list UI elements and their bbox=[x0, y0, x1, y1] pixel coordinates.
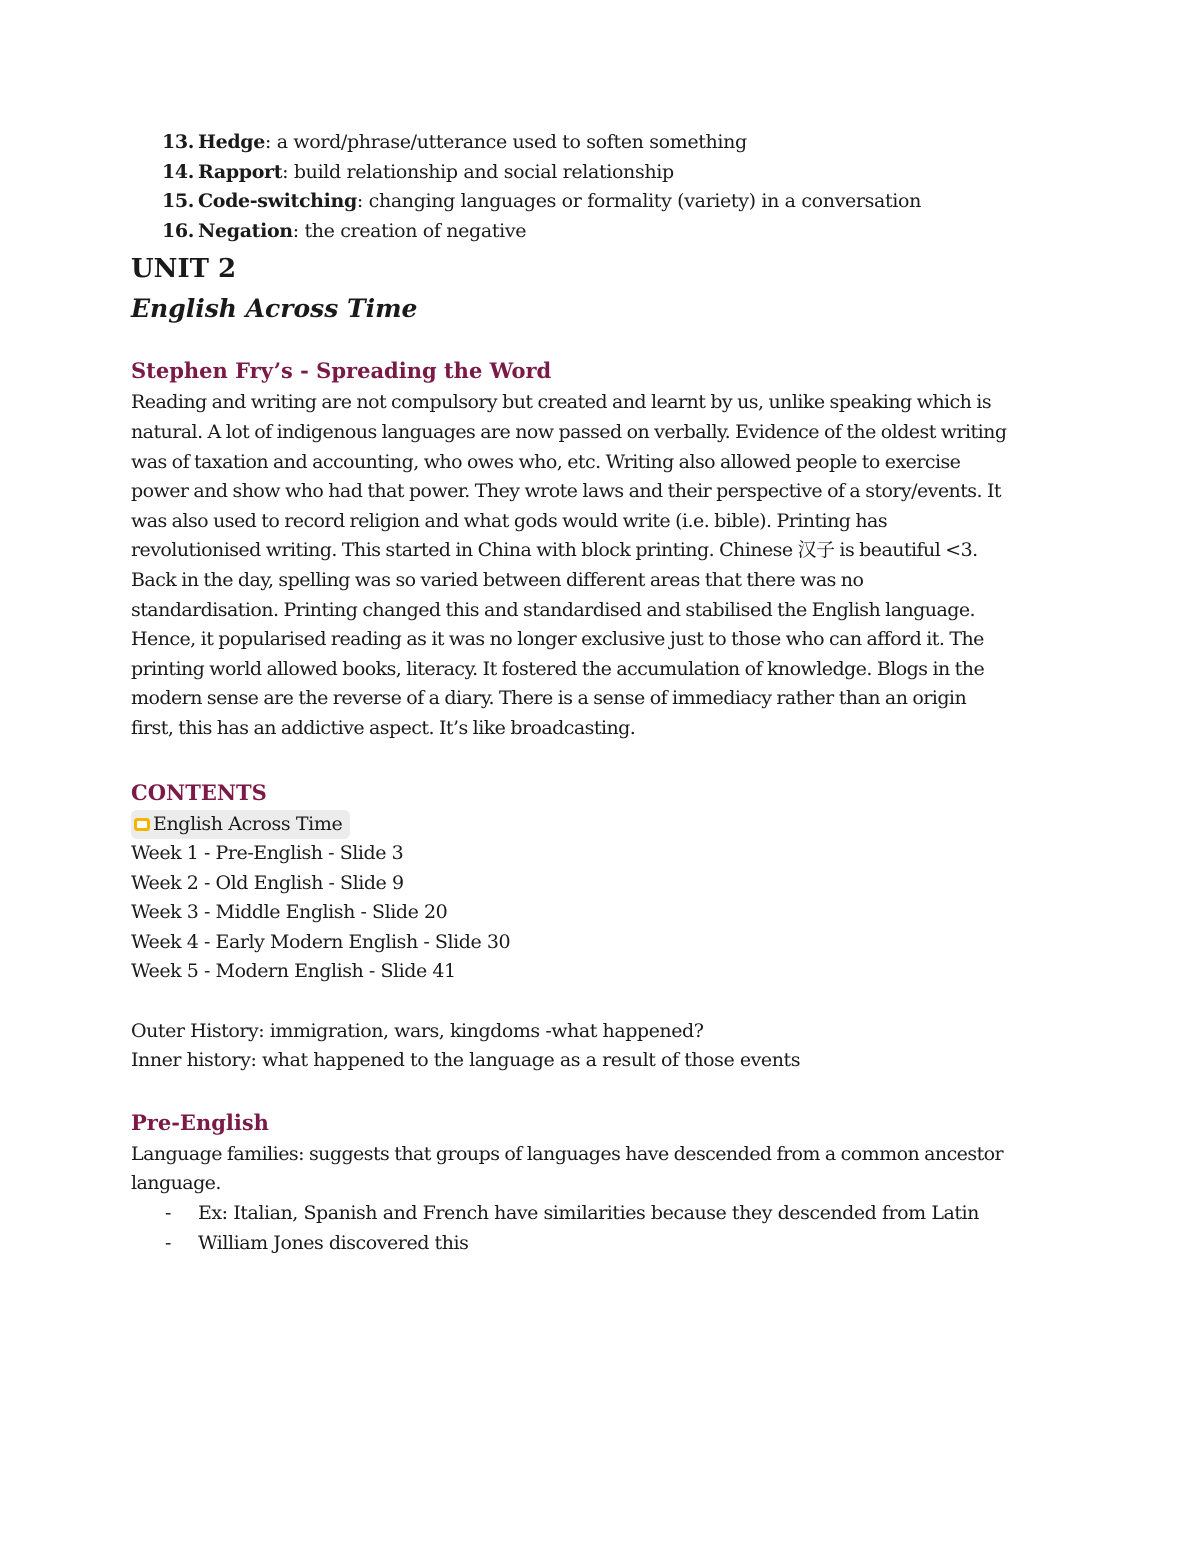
bullet-text: William Jones discovered this bbox=[198, 1231, 469, 1254]
language-families-paragraph: Language families: suggests that groups of languages have descended from a common ancestor language. bbox=[131, 1142, 1004, 1195]
week-entry: Week 4 - Early Modern English - Slide 30 bbox=[131, 930, 511, 953]
list-number: 15. bbox=[162, 190, 195, 213]
inner-history-line: Inner history: what happened to the language as a result of those events bbox=[131, 1049, 800, 1072]
list-item bbox=[131, 158, 1011, 188]
slides-icon bbox=[134, 818, 150, 831]
bullet-text: Ex: Italian, Spanish and French have similarities because they descended from Latin bbox=[198, 1202, 979, 1225]
outer-history-line: Outer History: immigration, wars, kingdoms -what happened? bbox=[131, 1019, 704, 1042]
english-across-time-link-chip[interactable] bbox=[131, 810, 350, 839]
week-entry: Week 5 - Modern English - Slide 41 bbox=[131, 960, 456, 983]
document-page bbox=[131, 128, 1011, 1258]
week-entry: Week 1 - Pre-English - Slide 3 bbox=[131, 842, 404, 865]
week-entry: Week 3 - Middle English - Slide 20 bbox=[131, 901, 448, 924]
week-entry: Week 2 - Old English - Slide 9 bbox=[131, 871, 404, 894]
dash-bullet-icon: - bbox=[165, 1231, 171, 1254]
section-heading-pre-english: Pre-English bbox=[131, 1109, 269, 1135]
section-heading-contents: CONTENTS bbox=[131, 779, 267, 805]
unit-title: UNIT 2 bbox=[131, 254, 237, 285]
list-number: 16. bbox=[162, 219, 195, 242]
spreading-the-word-paragraph: Reading and writing are not compulsory but created and learnt by us, unlike speaking which is natural. A lot of indigenous languages are now passed on verbally. Evidence of the oldest writing was of taxation and accounting, who owes who, etc. Writing also allowed people to exercise power and show who had that power. They wrote laws and their perspective of a story/events. It was also used to record religion and what gods would write (i.e. bible). Printing has revolutionised writing. This started in China with block printing. Chinese 汉子 is beautiful <3. Back in the day, spelling was so varied between different areas that there was no standardisation. Printing changed this and standardised and stabilised the English language. Hence, it popularised reading as it was no longer exclusive just to those who can afford it. The printing world allowed books, literacy. It fostered the accumulation of knowledge. Blogs in the modern sense are the reverse of a diary. There is a sense of immediacy rather than an origin first, this has an addictive aspect. It’s like broadcasting. bbox=[131, 391, 1007, 739]
definition-term: Hedge bbox=[198, 131, 265, 153]
list-number: 13. bbox=[162, 131, 195, 153]
list-item bbox=[131, 128, 1011, 158]
list-number: 14. bbox=[162, 160, 195, 183]
blank-line bbox=[131, 987, 1011, 1017]
definition-term: Code-switching bbox=[198, 190, 357, 213]
unit-subtitle: English Across Time bbox=[131, 294, 418, 324]
definition-term: Rapport bbox=[198, 160, 283, 183]
section-heading-spreading-the-word: Stephen Fry’s - Spreading the Word bbox=[131, 358, 552, 384]
list-item bbox=[131, 187, 1011, 217]
definition-text: : build relationship and social relationship bbox=[282, 160, 674, 183]
list-item bbox=[131, 1199, 1011, 1229]
definition-term: Negation bbox=[198, 219, 293, 242]
definition-text: : changing languages or formality (variety) in a conversation bbox=[356, 190, 921, 213]
chip-label: English Across Time bbox=[153, 812, 343, 835]
definition-list bbox=[131, 128, 1011, 246]
definition-text: : a word/phrase/utterance used to soften something bbox=[264, 131, 747, 153]
dash-bullet-icon: - bbox=[165, 1202, 171, 1225]
list-item bbox=[131, 217, 1011, 247]
pre-english-bullets bbox=[131, 1199, 1011, 1258]
list-item bbox=[131, 1229, 1011, 1259]
definition-text: : the creation of negative bbox=[292, 219, 527, 242]
